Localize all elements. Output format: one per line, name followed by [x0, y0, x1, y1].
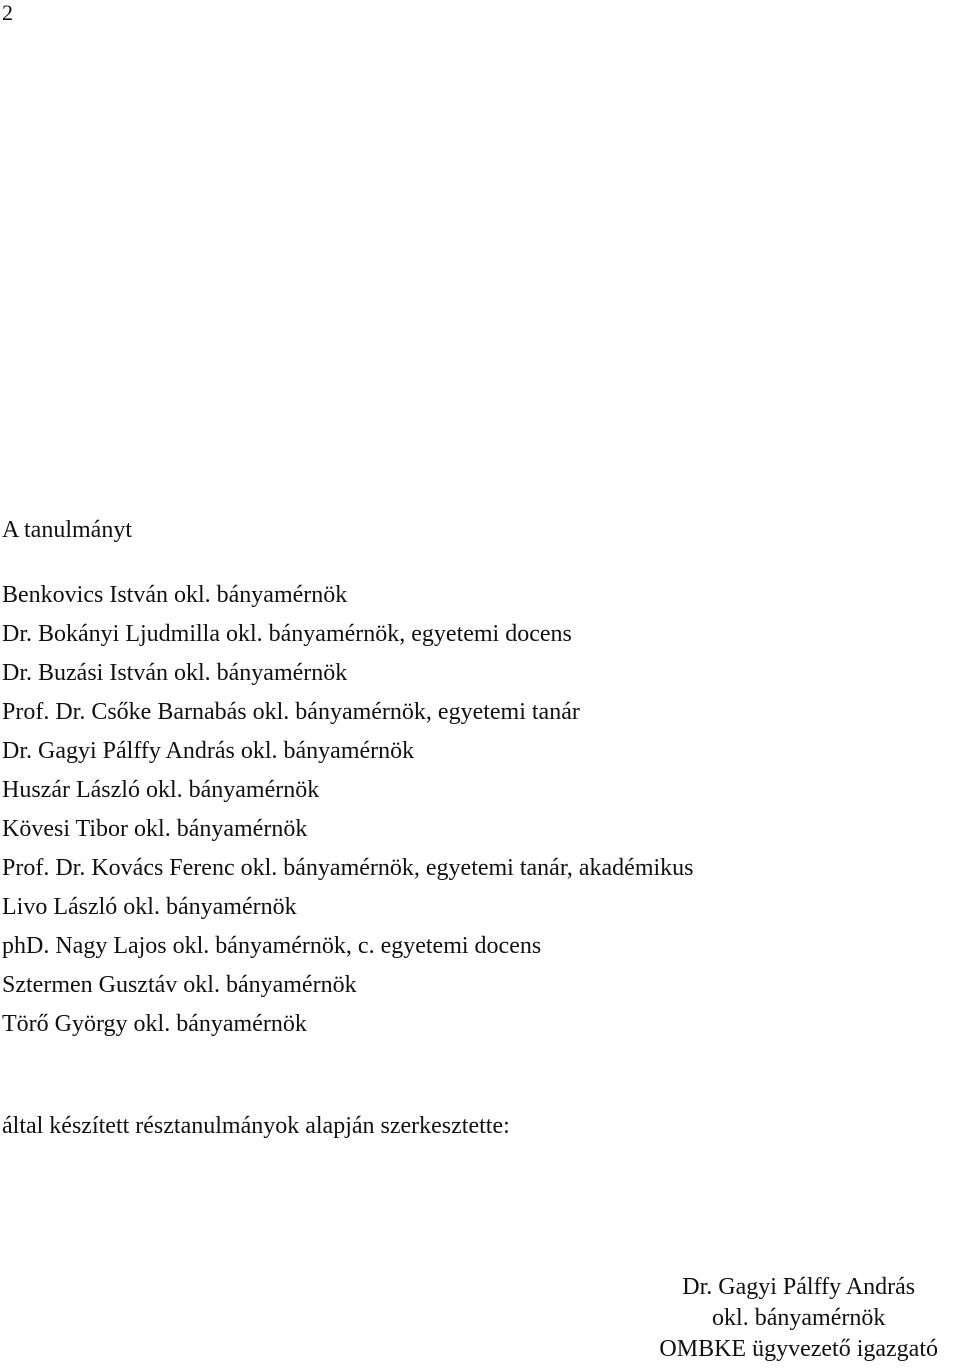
author-entry: Huszár László okl. bányamérnök: [2, 777, 320, 803]
author-entry: Prof. Dr. Csőke Barnabás okl. bányamérnök, egyetemi tanár: [2, 699, 580, 725]
author-entry: Prof. Dr. Kovács Ferenc okl. bányamérnök, egyetemi tanár, akadémikus: [2, 855, 694, 881]
signature-name: Dr. Gagyi Pálffy András: [682, 1274, 916, 1300]
author-entry: Kövesi Tibor okl. bányamérnök: [2, 816, 308, 842]
author-list: [2, 577, 694, 1045]
author-entry: Benkovics István okl. bányamérnök: [2, 582, 348, 608]
author-entry: Livo László okl. bányamérnök: [2, 894, 297, 920]
author-entry: Dr. Buzási István okl. bányamérnök: [2, 660, 348, 686]
author-entry: Dr. Gagyi Pálffy András okl. bányamérnök: [2, 738, 415, 764]
page-number: 2: [2, 0, 13, 25]
signature-block: [659, 1272, 938, 1365]
outro-text: által készített résztanulmányok alapján szerkesztette:: [2, 1113, 510, 1139]
signature-title: okl. bányamérnök: [712, 1305, 886, 1331]
author-entry: Sztermen Gusztáv okl. bányamérnök: [2, 972, 357, 998]
signature-role: OMBKE ügyvezető igazgató: [659, 1336, 938, 1362]
intro-text: A tanulmányt: [2, 517, 132, 543]
author-entry: Dr. Bokányi Ljudmilla okl. bányamérnök, egyetemi docens: [2, 621, 572, 647]
author-entry: phD. Nagy Lajos okl. bányamérnök, c. egyetemi docens: [2, 933, 542, 959]
author-entry: Törő György okl. bányamérnök: [2, 1011, 307, 1037]
